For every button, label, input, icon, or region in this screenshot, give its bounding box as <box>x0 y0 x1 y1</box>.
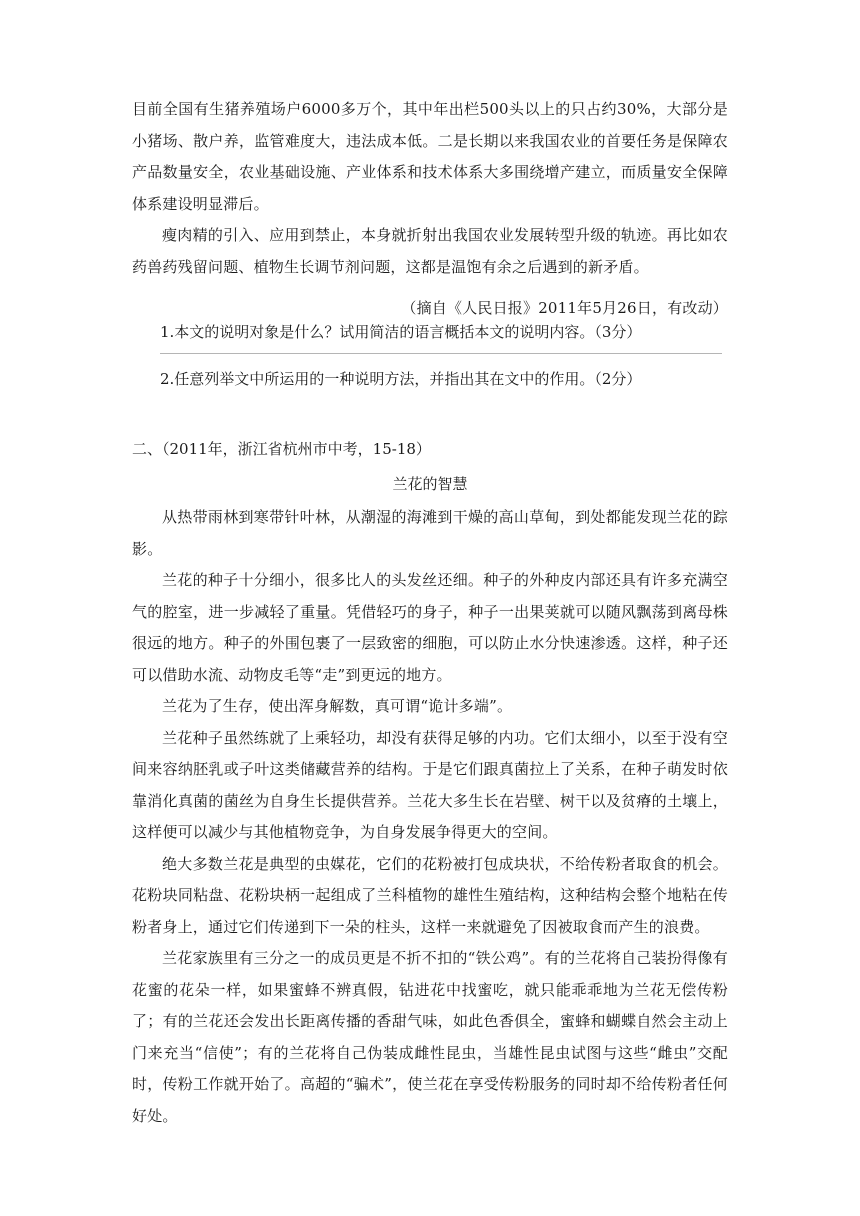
answer-line-1[interactable] <box>160 353 722 354</box>
question-2: 2.任意列举文中所运用的一种说明方法，并指出其在文中的作用。（2分） <box>160 370 642 388</box>
paragraph-orchid-habitat: 从热带雨林到寒带针叶林，从潮湿的海滩到干燥的高山草甸，到处都能发现兰花的踪影。 <box>132 508 728 558</box>
paragraph-orchid-deception: 兰花家族里有三分之一的成员更是不折不扣的“铁公鸡”。有的兰花将自己装扮得像有花蜜的花朵一样，如果蜜蜂不辨真假，钻进花中找蜜吃，就只能乖乖地为兰花无偿传粉了；有的兰花还会发出长距离传播的香甜气味，如此色香俱全，蜜蜂和蝴蝶自然会主动上门来充当“信使”；有的兰花将自己伪装成雌性昆虫，当雄性昆虫试图与这些“雌虫”交配时，传粉工作就开始了。高超的“骗术”，使兰花在享受传粉服务的同时却不给传粉者任何好处。 <box>132 949 728 1125</box>
page-content <box>132 94 728 1132</box>
paragraph-clenbuterol: 瘦肉精的引入、应用到禁止，本身就折射出我国农业发展转型升级的轨迹。再比如农药兽药残留问题、植物生长调节剂问题，这都是温饱有余之后遇到的新矛盾。 <box>132 226 728 276</box>
blank-space <box>132 392 728 436</box>
paragraph-orchid-fungi: 兰花种子虽然练就了上乘轻功，却没有获得足够的内功。它们太细小，以至于没有空间来容纳胚乳或子叶这类储藏营养的结构。于是它们跟真菌拉上了关系，在种子萌发时依靠消化真菌的菌丝为自身生长提供营养。兰花大多生长在岩壁、树干以及贫瘠的土壤上，这样便可以减少与其他植物竞争，为自身发展争得更大的空间。 <box>132 728 728 841</box>
paragraph-orchid-seeds: 兰花的种子十分细小，很多比人的头发丝还细。种子的外种皮内部还具有许多充满空气的腔室，进一步减轻了重量。凭借轻巧的身子，种子一出果荚就可以随风飘荡到离母株很远的地方。种子的外围包裹了一层致密的细胞，可以防止水分快速渗透。这样，种子还可以借助水流、动物皮毛等“走”到更远的地方。 <box>132 571 728 684</box>
paragraph-orchid-pollen: 绝大多数兰花是典型的虫媒花，它们的花粉被打包成块状，不给传粉者取食的机会。花粉块同粘盘、花粉块柄一起组成了兰科植物的雄性生殖结构，这种结构会整个地粘在传粉者身上，通过它们传递到下一朵的柱头，这样一来就避免了因被取食而产生的浪费。 <box>132 854 728 936</box>
source-citation: （摘自《人民日报》2011年5月26日，有改动） <box>401 299 728 317</box>
section-heading: 二、（2011年，浙江省杭州市中考，15-18） <box>132 440 431 458</box>
paragraph-pig-farming: 目前全国有生猪养殖场户6000多万个，其中年出栏500头以上的只占约30%，大部分是小猪场、散户养，监管难度大，违法成本低。二是长期以来我国农业的首要任务是保障农产品数量安全，农业基础设施、产业体系和技术体系大多围绕增产建立，而质量安全保障体系建设明显滞后。 <box>132 100 728 213</box>
article-title: 兰花的智慧 <box>392 475 468 493</box>
question-1: 1.本文的说明对象是什么？试用简洁的语言概括本文的说明内容。（3分） <box>160 323 642 341</box>
paragraph-orchid-survival: 兰花为了生存，使出浑身解数，真可谓“诡计多端”。 <box>162 697 513 715</box>
